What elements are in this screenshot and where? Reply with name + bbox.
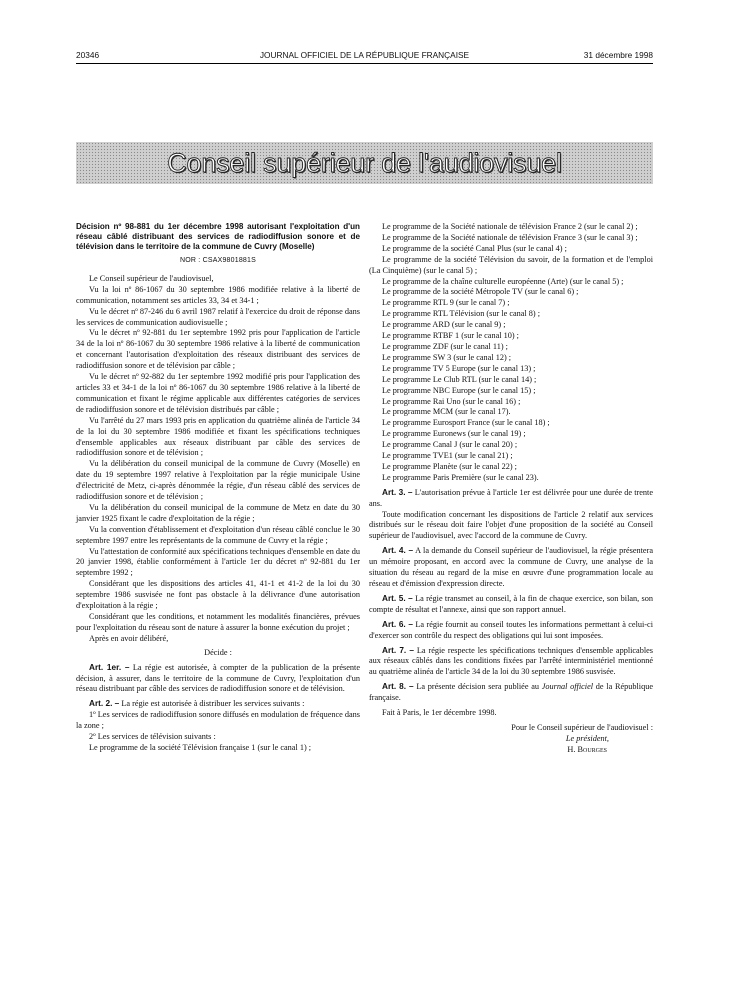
article-text: La régie transmet au conseil, à la fin de chaque exercice, son bilan, son compte de résultat et l'annexe, ainsi que son rapport annuel.	[369, 593, 654, 614]
article-label: Art. 5. –	[382, 593, 413, 603]
programme-item: Le programme Euronews (sur le canal 19) ;	[382, 429, 526, 439]
programme-item: Le programme de la société Télévision française 1 (sur le canal 1) ;	[89, 742, 312, 752]
signatory-role: Le président,	[565, 733, 609, 743]
programme-item: Le programme de la société Canal Plus (sur le canal 4) ;	[382, 243, 567, 253]
programme-item: Le programme Planète (sur le canal 22) ;	[382, 461, 517, 471]
programme-item: Le programme Le Club RTL (sur le canal 14) ;	[382, 374, 537, 384]
publication-date: 31 décembre 1998	[583, 50, 653, 60]
header-rule	[76, 63, 653, 64]
preamble-paragraph: Considérant que les dispositions des articles 41, 41-1 et 41-2 de la loi du 30 septembre 1986 susvisée ne font pas obstacle à la délivrance d'une autorisation d'exploitation à la régie ;	[76, 579, 360, 611]
article-3-paragraph: Toute modification concernant les dispositions de l'article 2 relatif aux services distribués sur le réseau doit faire l'objet d'une proposition de la société au Conseil supérieur de l'audiovisuel, avec l'accord de la commune de Cuvry.	[369, 509, 653, 541]
programme-item: Le programme RTBF 1 (sur le canal 10) ;	[382, 331, 519, 341]
article-3	[369, 488, 653, 510]
article-text: L'autorisation prévue à l'article 1er est délivrée pour une durée de trente ans.	[369, 487, 654, 508]
programme-item: Le programme de la chaîne culturelle européenne (Arte) (sur le canal 5) ;	[382, 276, 624, 286]
article-text: La présente décision sera publiée au	[416, 682, 542, 692]
programme-item: Le programme SW 3 (sur le canal 12) ;	[382, 352, 512, 362]
programme-item: Le programme NBC Europe (sur le canal 15) ;	[382, 385, 536, 395]
decide-heading: Décide :	[204, 647, 232, 657]
article-6	[369, 620, 653, 642]
journal-title: JOURNAL OFFICIEL DE LA RÉPUBLIQUE FRANÇAISE	[259, 50, 470, 60]
programme-item: Le programme RTL 9 (sur le canal 7) ;	[382, 298, 510, 308]
tv-services-heading: 2º Les services de télévision suivants :	[89, 732, 216, 742]
programme-item: Le programme de la société Télévision du savoir, de la formation et de l'emploi (La Cinquième) (sur le canal 5) ;	[369, 254, 653, 275]
article-label: Art. 2. –	[89, 699, 120, 709]
preamble-paragraph: Vu la loi nº 86-1067 du 30 septembre 1986 modifiée relative à la liberté de communication, notamment ses articles 33, 34 et 34-1 ;	[76, 284, 360, 305]
article-2	[76, 699, 360, 710]
preamble-paragraph: Vu la délibération du conseil municipal de la commune de Cuvry (Moselle) en date du 19 septembre 1997 relative à l'exploitation par la régie municipale Usine d'électricité de Metz, ci-après dénommée la régie, d'un réseau câblé des services de radiodiffusion sonore et de télévision ;	[76, 459, 360, 502]
decision-title: Décision nº 98-881 du 1er décembre 1998 autorisant l'exploitation d'un réseau câblé distribuant des services de radiodiffusion sonore et de télévision dans le territoire de la commune de Cuvry (Moselle)	[76, 222, 360, 251]
signatory-name: H. Bourges	[567, 744, 607, 754]
banner-title: Conseil supérieur de l'audiovisuel	[167, 148, 562, 178]
programme-item: Le programme ZDF (sur le canal 11) ;	[382, 341, 508, 351]
left-column	[76, 222, 360, 754]
article-label: Art. 1er. –	[89, 662, 130, 672]
programme-item: Le programme TVE1 (sur le canal 21) ;	[382, 451, 513, 461]
article-label: Art. 6. –	[382, 619, 413, 629]
preamble-paragraph: Vu le décret nº 92-882 du 1er septembre 1992 modifié pris pour l'application des articles 33 et 34-1 de la loi nº 86-1067 du 30 septembre 1986 relative à la liberté de communication et fixant le régime applicable aux différentes catégories de services de radiodiffusion sonore et de télévision distribués par câble ;	[76, 372, 360, 414]
preamble-paragraph: Après en avoir délibéré,	[89, 633, 169, 643]
article-text: La régie respecte les spécifications techniques d'ensemble applicables aux réseaux câblés dans les conditions fixées par l'arrêté interministériel mentionné au quatrième alinéa de l'article 34 de la loi du 30 septembre 1986 susvisée.	[369, 645, 654, 677]
right-column	[369, 222, 653, 756]
article-label: Art. 8. –	[382, 682, 414, 692]
signature-place-date: Fait à Paris, le 1er décembre 1998.	[382, 708, 497, 718]
section-banner	[76, 142, 653, 184]
programme-list	[369, 222, 653, 484]
article-7	[369, 646, 653, 679]
programme-item: Le programme Paris Première (sur le canal 23).	[382, 472, 539, 482]
article-text: A la demande du Conseil supérieur de l'audiovisuel, la régie présentera un mémoire proposant, en accord avec la commune de Cuvry, une analyse de la situation du réseau au regard de la mise en œuvre d'une programmation locale au réseau et d'émission d'expression directe.	[369, 546, 654, 588]
article-label: Art. 4. –	[382, 546, 414, 556]
signature-line: Pour le Conseil supérieur de l'audiovisuel :	[511, 722, 653, 732]
preamble-paragraph: Vu la convention d'établissement et d'exploitation d'un réseau câblé conclue le 30 septembre 1997 entre les représentants de la commune de Cuvry et la régie ;	[76, 524, 360, 545]
programme-item: Le programme de la Société nationale de télévision France 2 (sur le canal 2) ;	[382, 222, 638, 231]
article-label: Art. 7. –	[382, 645, 414, 655]
preamble-paragraph: Le Conseil supérieur de l'audiovisuel,	[89, 273, 214, 283]
preamble-paragraph: Vu l'attestation de conformité aux spécifications techniques d'ensemble en date du 20 janvier 1998, établie conformément à l'article 1er du décret nº 92-881 du 1er septembre 1992 ;	[76, 546, 360, 578]
programme-item: Le programme Canal J (sur le canal 20) ;	[382, 440, 518, 450]
preamble	[76, 274, 360, 645]
programme-item: Le programme ARD (sur le canal 9) ;	[382, 320, 506, 330]
article-text: La régie fournit au conseil toutes les informations permettant à celui-ci d'exercer son contrôle du respect des obligations qui lui sont imposées.	[369, 619, 654, 640]
page-number: 20346	[76, 50, 100, 60]
article-text: La régie est autorisée à distribuer les services suivants :	[121, 699, 305, 709]
article-1	[76, 663, 360, 696]
preamble-paragraph: Vu la délibération du conseil municipal de la commune de Metz en date du 30 janvier 1925 fixant le cadre d'exploitation de la régie ;	[76, 502, 360, 523]
article-4	[369, 546, 653, 590]
article-label: Art. 3. –	[382, 487, 413, 497]
programme-item: Le programme RTL Télévision (sur le canal 8) ;	[382, 309, 541, 319]
preamble-paragraph: Vu le décret nº 92-881 du 1er septembre 1992 pris pour l'application de l'article 34 de la loi nº 86-1067 du 30 septembre 1986 relative à la liberté de communication et concernant l'autorisation d'exploitation des réseaux distribuant des services de radiodiffusion sonore et de télévision par câble ;	[76, 328, 360, 371]
preamble-paragraph: Considérant que les conditions, et notamment les modalités financières, prévues pour l'exploitation du réseau sont de nature à assurer la bonne exécution du projet ;	[76, 612, 360, 632]
programme-item: Le programme Rai Uno (sur le canal 16) ;	[382, 396, 521, 406]
preamble-paragraph: Vu le décret nº 87-246 du 6 avril 1987 relatif à l'exercice du droit de réponse dans les services de communication audiovisuelle ;	[76, 306, 360, 327]
programme-item: Le programme Eurosport France (sur le canal 18) ;	[382, 418, 550, 428]
programme-item: Le programme TV 5 Europe (sur le canal 13) ;	[382, 363, 536, 373]
radio-services: 1º Les services de radiodiffusion sonore diffusés en modulation de fréquence dans la zone ;	[76, 710, 360, 731]
programme-item: Le programme MCM (sur le canal 17).	[382, 407, 511, 417]
journal-name: Journal officiel	[541, 682, 594, 692]
programme-item: Le programme de la société Métropole TV (sur le canal 6) ;	[382, 287, 579, 297]
article-text: de la République française.	[369, 682, 654, 703]
article-8	[369, 682, 653, 704]
programme-item: Le programme de la Société nationale de télévision France 3 (sur le canal 3) ;	[382, 232, 638, 242]
article-5	[369, 594, 653, 616]
article-text: La régie est autorisée, à compter de la publication de la présente décision, à assurer, dans le territoire de la commune de Cuvry, l'exploitation d'un réseau distribuant par câble des services de radiodiffusion sonore et de télévision.	[76, 662, 361, 694]
preamble-paragraph: Vu l'arrêté du 27 mars 1993 pris en application du quatrième alinéa de l'article 34 de la loi du 30 septembre 1986 modifiée et fixant les spécifications techniques d'ensemble applicables aux réseaux distribuant par câble des services de radiodiffusion sonore et de télévision ;	[76, 415, 360, 458]
nor-reference: NOR : CSAX9801881S	[180, 257, 256, 264]
